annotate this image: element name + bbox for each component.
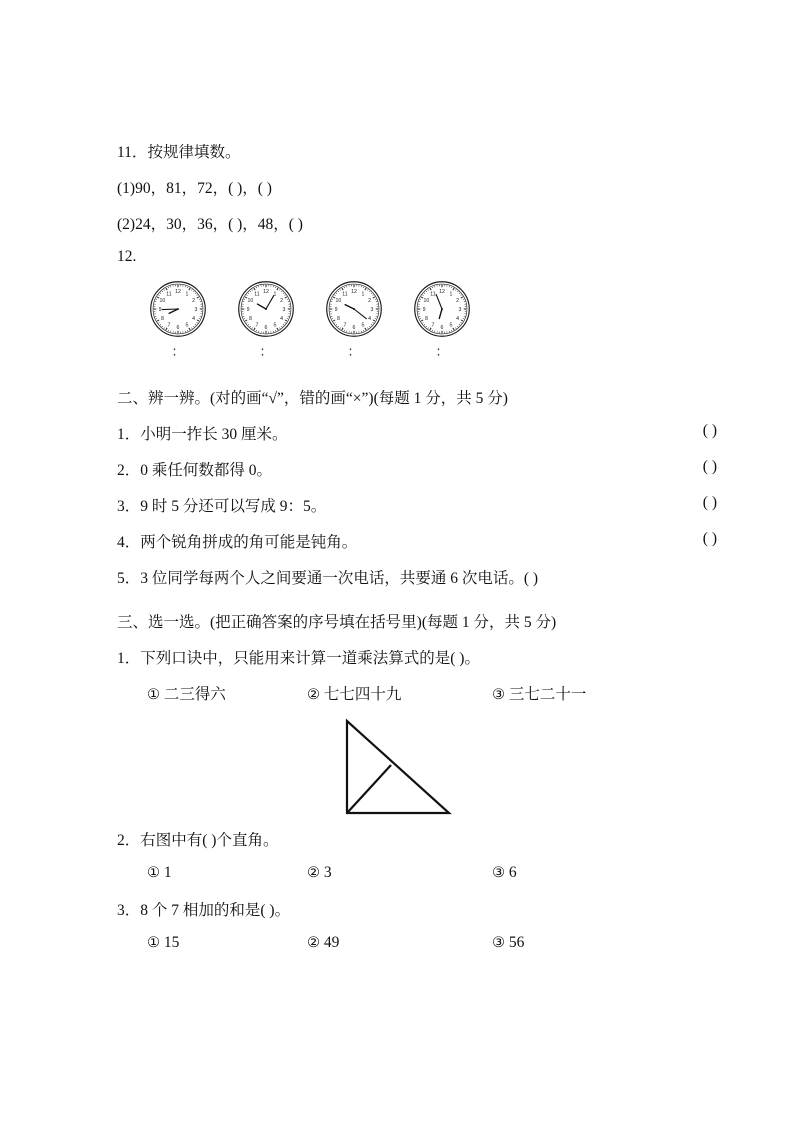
section-3-q1-option-1[interactable] <box>147 682 226 704</box>
svg-text:5: 5 <box>273 322 277 329</box>
section-3-q1-options <box>117 682 717 716</box>
section-2-q1-text: 小明一拃长 30 厘米。 <box>140 426 288 443</box>
section-3-q1-option-2[interactable] <box>307 682 401 704</box>
clock-3-face-icon <box>325 280 383 338</box>
question-12-number: 12. <box>117 248 137 265</box>
svg-text:10: 10 <box>159 297 166 304</box>
svg-text:9: 9 <box>334 306 338 313</box>
section-2-question-4 <box>117 530 717 566</box>
section-2-q4-number: 4． <box>117 534 141 551</box>
svg-text:6: 6 <box>176 324 180 331</box>
clock-1-face-icon <box>149 280 207 338</box>
svg-text:3: 3 <box>282 306 286 313</box>
section-3-q3-number: 3． <box>117 902 141 919</box>
section-2-question-5 <box>117 566 717 602</box>
question-11-item-1-text: (1)90，81，72，( )，( ) <box>117 180 272 197</box>
svg-text:7: 7 <box>343 322 347 329</box>
svg-text:1: 1 <box>361 291 365 298</box>
section-3-q3-option-2[interactable] <box>307 934 339 952</box>
section-3-q3-option-3-marker: ③ <box>492 935 505 951</box>
clock-4-answer-blank[interactable]: ： <box>435 344 449 359</box>
question-11-title: 按规律填数。 <box>147 144 241 161</box>
svg-text:9: 9 <box>158 306 162 313</box>
svg-text:1: 1 <box>273 291 277 298</box>
section-3-q3-options <box>117 934 717 968</box>
section-3-q2-option-2-label: 3 <box>320 864 332 881</box>
clock-1 <box>147 280 209 359</box>
section-3-q1-option-1-marker: ① <box>147 687 160 703</box>
clock-1-answer-blank[interactable]: ： <box>171 344 185 359</box>
svg-text:10: 10 <box>423 297 430 304</box>
section-3-q3-option-1-label: 15 <box>160 934 180 951</box>
svg-text:8: 8 <box>160 315 164 322</box>
section-3-q3-option-3[interactable] <box>492 934 524 952</box>
section-3-q2-option-2[interactable] <box>307 864 332 882</box>
section-3-q2-option-2-marker: ② <box>307 865 320 881</box>
svg-text:11: 11 <box>430 291 436 298</box>
section-3-q1-option-1-label: 二三得六 <box>160 686 226 703</box>
clock-4-face-icon <box>413 280 471 338</box>
svg-text:3: 3 <box>458 306 462 313</box>
page-content <box>117 140 717 968</box>
section-2-heading-text: 二、辨一辨。(对的画“√”，错的画“×”)(每题 1 分，共 5 分) <box>117 390 508 407</box>
section-3-q2-option-3-label: 6 <box>505 864 517 881</box>
section-2-q3-number: 3． <box>117 498 141 515</box>
svg-text:12: 12 <box>439 288 445 295</box>
section-3-heading <box>117 610 717 646</box>
svg-text:4: 4 <box>192 315 196 322</box>
svg-text:2: 2 <box>280 297 284 304</box>
section-3-q2-option-1-label: 1 <box>160 864 172 881</box>
clock-3 <box>323 280 385 359</box>
question-11-heading <box>117 140 717 176</box>
svg-text:2: 2 <box>368 297 372 304</box>
section-3-q1-text[interactable]: 下列口诀中，只能用来计算一道乘法算式的是( )。 <box>140 650 480 667</box>
svg-text:9: 9 <box>422 306 426 313</box>
section-2-q2-text: 0 乘任何数都得 0。 <box>140 462 273 479</box>
section-3-q2-number: 2． <box>117 832 141 849</box>
section-3-q3-option-3-label: 56 <box>505 934 525 951</box>
clock-strip <box>117 280 717 372</box>
svg-text:12: 12 <box>351 288 357 295</box>
section-2-question-3 <box>117 494 717 530</box>
section-3-q1-option-2-marker: ② <box>307 687 320 703</box>
section-3-q1-option-3-marker: ③ <box>492 687 505 703</box>
section-3-question-2 <box>117 828 717 864</box>
section-2-q4-text: 两个锐角拼成的角可能是钝角。 <box>140 534 358 551</box>
svg-text:7: 7 <box>167 322 171 329</box>
svg-text:10: 10 <box>247 297 254 304</box>
svg-text:9: 9 <box>246 306 250 313</box>
svg-text:4: 4 <box>280 315 284 322</box>
svg-text:6: 6 <box>352 324 356 331</box>
svg-text:1: 1 <box>185 291 189 298</box>
svg-text:3: 3 <box>194 306 198 313</box>
svg-text:11: 11 <box>254 291 260 298</box>
section-3-q2-option-1-marker: ① <box>147 865 160 881</box>
section-3-q1-option-2-label: 七七四十九 <box>320 686 402 703</box>
svg-text:8: 8 <box>336 315 340 322</box>
svg-text:7: 7 <box>255 322 259 329</box>
svg-text:3: 3 <box>370 306 374 313</box>
svg-text:7: 7 <box>431 322 435 329</box>
section-2-q3-text: 9 时 5 分还可以写成 9：5。 <box>140 498 327 515</box>
section-3-q3-text[interactable]: 8 个 7 相加的和是( )。 <box>140 902 291 919</box>
section-2-question-1 <box>117 422 717 458</box>
question-11-item-1 <box>117 176 717 212</box>
section-3-question-3 <box>117 898 717 934</box>
section-3-q3-option-2-marker: ② <box>307 935 320 951</box>
section-3-q1-option-3[interactable] <box>492 682 586 704</box>
section-2-q4-answer-blank[interactable]: ( ) <box>702 530 717 547</box>
svg-text:2: 2 <box>456 297 460 304</box>
clock-2 <box>235 280 297 359</box>
svg-text:5: 5 <box>185 322 189 329</box>
section-2-q5-text[interactable]: 3 位同学每两个人之间要通一次电话，共要通 6 次电话。( ) <box>140 570 539 587</box>
svg-text:6: 6 <box>264 324 268 331</box>
svg-text:10: 10 <box>335 297 342 304</box>
svg-text:5: 5 <box>361 322 365 329</box>
section-2-heading <box>117 386 717 422</box>
section-3-q1-option-3-label: 三七二十一 <box>505 686 587 703</box>
section-3-q2-options <box>117 864 717 898</box>
section-3-q2-option-3[interactable] <box>492 864 517 882</box>
question-11-item-2 <box>117 212 717 248</box>
svg-text:4: 4 <box>368 315 372 322</box>
question-12-heading <box>117 248 717 274</box>
section-3-q2-option-3-marker: ③ <box>492 865 505 881</box>
svg-text:2: 2 <box>192 297 196 304</box>
section-3-question-1 <box>117 646 717 682</box>
right-triangle-with-cevian-icon <box>339 716 452 818</box>
section-2-question-2 <box>117 458 717 494</box>
svg-text:8: 8 <box>248 315 252 322</box>
question-11-item-2-text: (2)24，30，36，( )，48，( ) <box>117 216 303 233</box>
section-3-figure-wrap <box>117 716 717 828</box>
section-3-heading-text: 三、选一选。(把正确答案的序号填在括号里)(每题 1 分，共 5 分) <box>117 614 557 631</box>
svg-text:1: 1 <box>449 291 453 298</box>
clock-4 <box>411 280 473 359</box>
svg-text:12: 12 <box>263 288 269 295</box>
svg-text:5: 5 <box>449 322 453 329</box>
section-3-q2-text[interactable]: 右图中有( )个直角。 <box>140 832 279 849</box>
clock-2-answer-blank[interactable]: ： <box>259 344 273 359</box>
svg-text:12: 12 <box>175 288 181 295</box>
section-2-q2-number: 2． <box>117 462 141 479</box>
section-2-q5-number: 5． <box>117 570 141 587</box>
question-11-number: 11． <box>117 144 148 161</box>
svg-text:11: 11 <box>342 291 348 298</box>
section-3-q3-option-1-marker: ① <box>147 935 160 951</box>
svg-text:4: 4 <box>456 315 460 322</box>
section-3-q1-number: 1． <box>117 650 141 667</box>
svg-text:6: 6 <box>440 324 444 331</box>
clock-3-answer-blank[interactable]: ： <box>347 344 361 359</box>
section-2-q1-number: 1． <box>117 426 141 443</box>
clock-2-face-icon <box>237 280 295 338</box>
section-3-q3-option-1[interactable] <box>147 934 179 952</box>
section-2-q1-answer-blank[interactable]: ( ) <box>702 422 717 439</box>
section-2-q3-answer-blank[interactable]: ( ) <box>702 494 717 511</box>
section-2-q2-answer-blank[interactable]: ( ) <box>702 458 717 475</box>
svg-text:8: 8 <box>424 315 428 322</box>
section-3-q3-option-2-label: 49 <box>320 934 340 951</box>
svg-text:11: 11 <box>166 291 172 298</box>
section-3-q2-option-1[interactable] <box>147 864 172 882</box>
